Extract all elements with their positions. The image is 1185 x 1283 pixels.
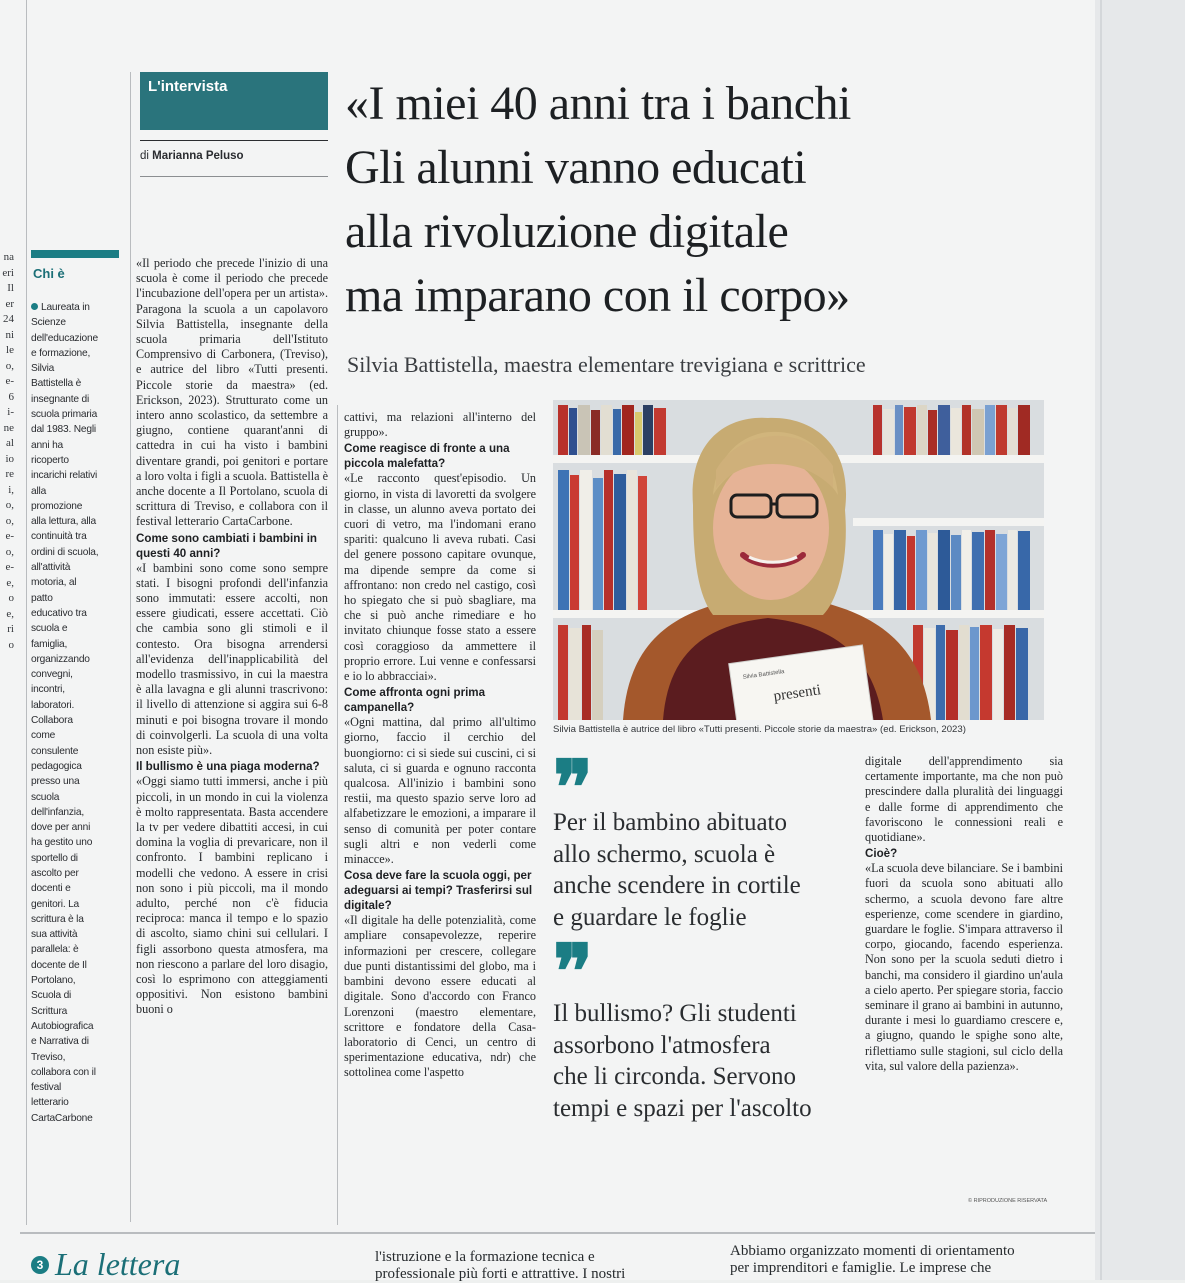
sidebar-bio-line: promozione <box>31 500 83 512</box>
edge-fragment: i- <box>7 406 14 418</box>
book-author: Silvia Battistella <box>742 669 785 681</box>
pull-quote-line: allo schermo, scuola è <box>553 840 776 868</box>
pull-quote-line: Per il bambino abituato <box>553 809 787 836</box>
sidebar-bio-text: Laureata in <box>41 302 90 313</box>
edge-fragment: e, <box>6 607 14 620</box>
sidebar-bio-line: scuola e <box>31 623 68 635</box>
edge-fragment: ri <box>7 623 14 635</box>
headline-line: Gli alunni vanno educati <box>345 141 807 194</box>
interview-paragraph: «I bambini sono come sono sempre stati. I bisogni profondi dell'infanzia sono immutati: essere accolti, non essere giudicati, essere accettati. Ciò che cambia sono gli stimoli e il contesto. Ora bisogna arrendersi all'evidenza dell'inapplicabilità del modello trasmissivo, in cui la maestra è alla lavagna e gli alunni trascrivono: il livello di attenzione si aggira sui 6-8 minuti e poi bisogna trovare il mondo di coinvolgerli. La scuola di una volta non esiste più». <box>136 560 328 758</box>
author-photo <box>553 400 1044 720</box>
edge-fragment: 6 <box>8 390 14 403</box>
interview-paragraph: «Oggi siamo tutti immersi, anche i più piccoli, in un mondo in cui la violenza è molto rappresentata. Basta accendere la tv per vedere dibattiti accesi, in cui domina la voglia di prevaricare, non il confronto. I bambini replicano i modelli che vedono. A essere in crisi non sono i più piccoli, ma il mondo adulto, perché non c'è fiducia reciproca: manca il tempo e lo spazio di ascolto, siamo chini sui cellulari. I figli assorbono questa atmosfera, ma non riescono a parlare del loro disagio, così lo esprimono con atteggiamenti oppositivi. Non esistono bambini buoni o <box>136 774 328 1017</box>
interview-question: Come affronta ogni prima campanella? <box>344 686 486 715</box>
sidebar-bio-line: Silvia <box>31 363 55 375</box>
quote-mark-icon: ❞ <box>553 929 593 1015</box>
interview-question: Cioè? <box>865 847 898 861</box>
column-divider <box>26 0 27 1225</box>
text-line: Abbiamo organizzato momenti di orientamento <box>730 1243 1015 1259</box>
sidebar-bio-line: Portolano, <box>31 975 76 987</box>
sidebar-bio-line: anni ha <box>31 439 64 451</box>
copyright-notice: © RIPRODUZIONE RISERVATA <box>968 1198 1048 1204</box>
sidebar-bio-line: genitori. La <box>31 898 80 910</box>
edge-fragment: Il <box>7 282 14 294</box>
edge-fragment: ni <box>5 328 14 341</box>
headline-line: ma imparano con il corpo» <box>345 269 850 322</box>
headline-line: alla rivoluzione digitale <box>345 205 789 258</box>
interview-question: Come sono cambiati i bambini in questi 40 anni? <box>136 531 318 560</box>
interview-paragraph: «Il periodo che precede l'inizio di una scuola è come il periodo che precede l'incubazione dell'opera per un artista». Paragona la scuola a un capolavoro Silvia Battistella, insegnante della scuola primaria dell'Istituto Comprensivo di Carbonera, (Treviso), e autrice del libro «Tutti presenti. Piccole storie da maestra» (ed. Erickson, 2023). Strutturato come un intero anno scolastico, da settembre a giugno, contiene quarant'anni di cattedra in cui ha visto i bambini diventare grandi, poi genitori e portare a loro volta i figli a scuola. Battistella è anche docente a Il Portolano, scuola di scrittura di Treviso, e collabora con il festival letterario CartaCarbone. <box>136 256 328 529</box>
pull-quote-2 <box>553 998 858 1124</box>
edge-fragment: er <box>5 297 14 310</box>
byline <box>140 150 244 162</box>
sidebar-bio-line: letterario <box>31 1097 69 1109</box>
pull-quote-line: assorbono l'atmosfera <box>553 1031 771 1059</box>
section-divider <box>20 1232 1095 1234</box>
article-column-1 <box>136 256 328 1018</box>
sidebar-bio-line: ascolto per <box>31 867 79 879</box>
pull-quote-line: Il bullismo? Gli studenti <box>553 1000 797 1027</box>
pull-quote-line: che li circonda. Servono <box>553 1063 796 1090</box>
headline-line: «I miei 40 anni tra i banchi <box>345 77 851 130</box>
edge-fragment: na <box>3 251 14 263</box>
edge-fragment: 24 <box>3 313 14 325</box>
pull-quote-1 <box>553 807 858 933</box>
sidebar-bio-line <box>31 300 121 315</box>
sidebar-bio-line: scrittura è la <box>31 913 84 925</box>
book-title: presenti <box>772 682 822 705</box>
sidebar-bio-line: incarichi relativi <box>31 470 98 482</box>
page-fold-line <box>1100 0 1102 1280</box>
sidebar-bio-line: ordini di scuola, <box>31 546 99 558</box>
interview-paragraph: «Le racconto quest'episodio. Un giorno, in vista di lavoretti da svolgere in classe, un alunno aveva portato dei cuori di vetro, ma l'indomani erano spariti: qualcuno li aveva rubati. Casi del genere possono capitare ovunque, ma dipende sempre da come si affrontano: non credo nel castigo, così ho spiegato che si può sbagliare, ma che si può anche rimediare e ho invitato chiunque fosse stato a essere così coraggioso da ammettere il proprio errore. Lui venne e confessarsi e io lo abbracciai». <box>344 471 536 684</box>
sidebar-bio-line: parallela: è <box>31 944 79 956</box>
sidebar-bio-line: sportello di <box>31 852 78 864</box>
next-section-title: La lettera <box>55 1246 181 1282</box>
headline <box>345 72 1045 328</box>
article-column-3 <box>865 754 1063 1074</box>
sidebar-bio-line: Treviso, <box>31 1051 66 1063</box>
sidebar-bio-line: Autobiografica <box>31 1020 94 1032</box>
edge-fragment: o, <box>5 514 14 527</box>
sidebar-bio-line: alla lettura, alla <box>31 516 96 528</box>
sidebar-bio-line: convegni, <box>31 669 73 681</box>
previous-article-edge <box>0 250 14 653</box>
sidebar-bio-line: insegnante di <box>31 393 90 405</box>
sidebar-bio-line: laboratori. <box>31 699 75 711</box>
edge-fragment: eri <box>2 266 14 279</box>
text-line: l'istruzione e la formazione tecnica e <box>375 1249 595 1265</box>
sidebar-bio-line: Scrittura <box>31 1005 68 1017</box>
quote-mark-icon: ❞ <box>553 745 593 831</box>
edge-fragment: i, <box>8 483 14 496</box>
interview-question: Cosa deve fare la scuola oggi, per adeguarsi ai tempi? Trasferirsi sul digitale? <box>344 869 533 913</box>
sidebar-bio-line: consulente <box>31 745 79 757</box>
sidebar-title: Chi è <box>33 266 65 281</box>
pull-quote-line: anche scendere in cortile <box>553 872 801 899</box>
sidebar-bio-line: all'attività <box>31 562 71 574</box>
sidebar-bio-line: dell'infanzia, <box>31 806 84 818</box>
sidebar-bio-line: collabora con il <box>31 1066 96 1078</box>
sidebar-bio-line: continuità tra <box>31 531 87 543</box>
sidebar-bio-line: ricoperto <box>31 454 69 466</box>
subheadline: Silvia Battistella, maestra elementare trevigiana e scrittrice <box>347 352 866 377</box>
edge-fragment: re <box>5 468 14 480</box>
sidebar-bio-line: CartaCarbone <box>31 1112 93 1124</box>
sidebar-bio-line: come <box>31 730 56 742</box>
sidebar-bio-line: patto <box>31 592 53 604</box>
sidebar-bio-line: incontri, <box>31 684 65 696</box>
sidebar-bio-line: festival <box>31 1082 62 1094</box>
interview-paragraph: «Ogni mattina, dal primo all'ultimo giorno, faccio il cerchio del buongiorno: ci si siede sui cuscini, ci si saluta, ci si guarda e ognuno racconta qualcosa. All'inizio i bambini sono restii, ma questo spazio serve loro ad alfabetizzare le emozioni, a imparare il senso di comunità per poter contare sugli altri e non vederli come minacce». <box>344 715 536 867</box>
page-fold-shadow <box>1095 0 1185 1280</box>
article-column-2 <box>344 410 536 1081</box>
text-line: per imprenditori e famiglie. Le imprese che <box>730 1260 992 1276</box>
column-divider <box>130 72 131 1222</box>
text-line: professionale più forti e attrattive. I nostri <box>375 1266 626 1282</box>
edge-fragment: o, <box>5 545 14 558</box>
sidebar-bio-line: famiglia, <box>31 638 68 650</box>
pull-quote-line: e guardare le foglie <box>553 903 747 931</box>
sidebar-bio-line: scuola <box>31 791 60 803</box>
sidebar-bio-line: dal 1983. Negli <box>31 424 96 436</box>
edge-fragment: ne <box>3 421 14 434</box>
sidebar-bio-line: educativo tra <box>31 607 87 619</box>
edge-fragment: e, <box>6 576 14 589</box>
column-divider <box>337 405 338 1225</box>
next-article-text-right <box>730 1243 1015 1277</box>
byline-prefix: di <box>140 150 149 162</box>
next-article-text-mid <box>375 1249 625 1283</box>
interview-question: Il bullismo è una piaga moderna? <box>136 760 320 774</box>
edge-fragment: al <box>6 437 14 449</box>
edge-fragment: io <box>5 452 14 465</box>
sidebar-bio-line: docente de Il <box>31 959 87 971</box>
interview-paragraph: «Il digitale ha delle potenzialità, come ampliare consapevolezze, reperire informazioni per crescere, collegare due punti distantissimi del globo, ma i bambini devono essere educati al digitale. Sono d'accordo con Franco Lorenzoni (maestro elementare, scrittore e fondatore della Casa-laboratorio di Cenci, un centro di sperimentazione educativa, ndr) che sottolinea come l'aspetto <box>344 913 536 1080</box>
sidebar-bio-line: motoria, al <box>31 577 77 589</box>
author-photo-illustration <box>553 400 1044 720</box>
section-tag: L'intervista <box>148 78 228 95</box>
edge-fragment: o <box>8 638 14 651</box>
sidebar-bio-line: Scienze <box>31 317 66 329</box>
byline-author: Marianna Peluso <box>152 150 244 162</box>
sidebar-bio-line: scuola primaria <box>31 409 98 421</box>
sidebar-bio-line: e Narrativa di <box>31 1036 89 1048</box>
sidebar-bio-line: e formazione, <box>31 347 91 359</box>
bullet-icon <box>31 303 38 310</box>
interview-question: Come reagisce di fronte a una piccola malefatta? <box>344 442 510 471</box>
edge-fragment: le <box>6 344 14 356</box>
edge-fragment: e- <box>5 561 14 573</box>
sidebar-bio-line: Battistella è <box>31 378 82 390</box>
byline-rule <box>140 140 328 141</box>
section-number-icon: 3 <box>31 1256 49 1274</box>
sidebar-accent-bar <box>31 250 119 258</box>
sidebar-bio <box>31 300 121 1126</box>
sidebar-bio-line: sua attività <box>31 929 78 941</box>
edge-fragment: o, <box>5 359 14 372</box>
interview-paragraph: digitale dell'apprendimento sia certamente importante, ma che non può prescindere dalla pluralità dei linguaggi e dalle forme di apprendimento che favoriscono le connessioni reali e quotidiane». <box>865 754 1063 845</box>
byline-rule-bottom <box>140 176 328 177</box>
sidebar-bio-line: pedagogica <box>31 760 82 772</box>
sidebar-bio-line: dove per anni <box>31 822 91 834</box>
sidebar-bio-line: Collabora <box>31 715 73 727</box>
edge-fragment: e- <box>5 530 14 542</box>
interview-paragraph: cattivi, ma relazioni all'interno del gruppo». <box>344 410 536 440</box>
photo-caption: Silvia Battistella è autrice del libro «Tutti presenti. Piccole storie da maestra» (ed. Erickson, 2023) <box>553 724 966 735</box>
edge-fragment: o <box>8 592 14 604</box>
pull-quote-line: tempi e spazi per l'ascolto <box>553 1094 812 1122</box>
interview-paragraph: «La scuola deve bilanciare. Se i bambini fuori da scuola sono abituati allo schermo, a scuola devono fare altre esperienze, come scendere in giardino, guardare le foglie. S'impara attraverso il corpo, giocando, facendo esperienza. Non sono per la scuola seduti dietro i banchi, ma considero il giardino un'aula a cielo aperto. Per spiegare storia, faccio seminare il grano ai bambini in autunno, durante i mesi lo guardiamo crescere e, a giugno, quando le spighe sono alte, riflettiamo sulle stagioni, sul ciclo della vita, sul valore della pazienza». <box>865 861 1063 1073</box>
sidebar-bio-line: dell'educazione <box>31 332 98 344</box>
sidebar-bio-line: docenti e <box>31 883 71 895</box>
sidebar-bio-line: organizzando <box>31 653 90 665</box>
sidebar-bio-line: presso una <box>31 776 80 788</box>
edge-fragment: e- <box>5 375 14 387</box>
sidebar-bio-line: alla <box>31 485 47 497</box>
edge-fragment: o, <box>5 499 14 511</box>
sidebar-bio-line: ha gestito uno <box>31 837 93 849</box>
sidebar-bio-line: Scuola di <box>31 990 72 1002</box>
